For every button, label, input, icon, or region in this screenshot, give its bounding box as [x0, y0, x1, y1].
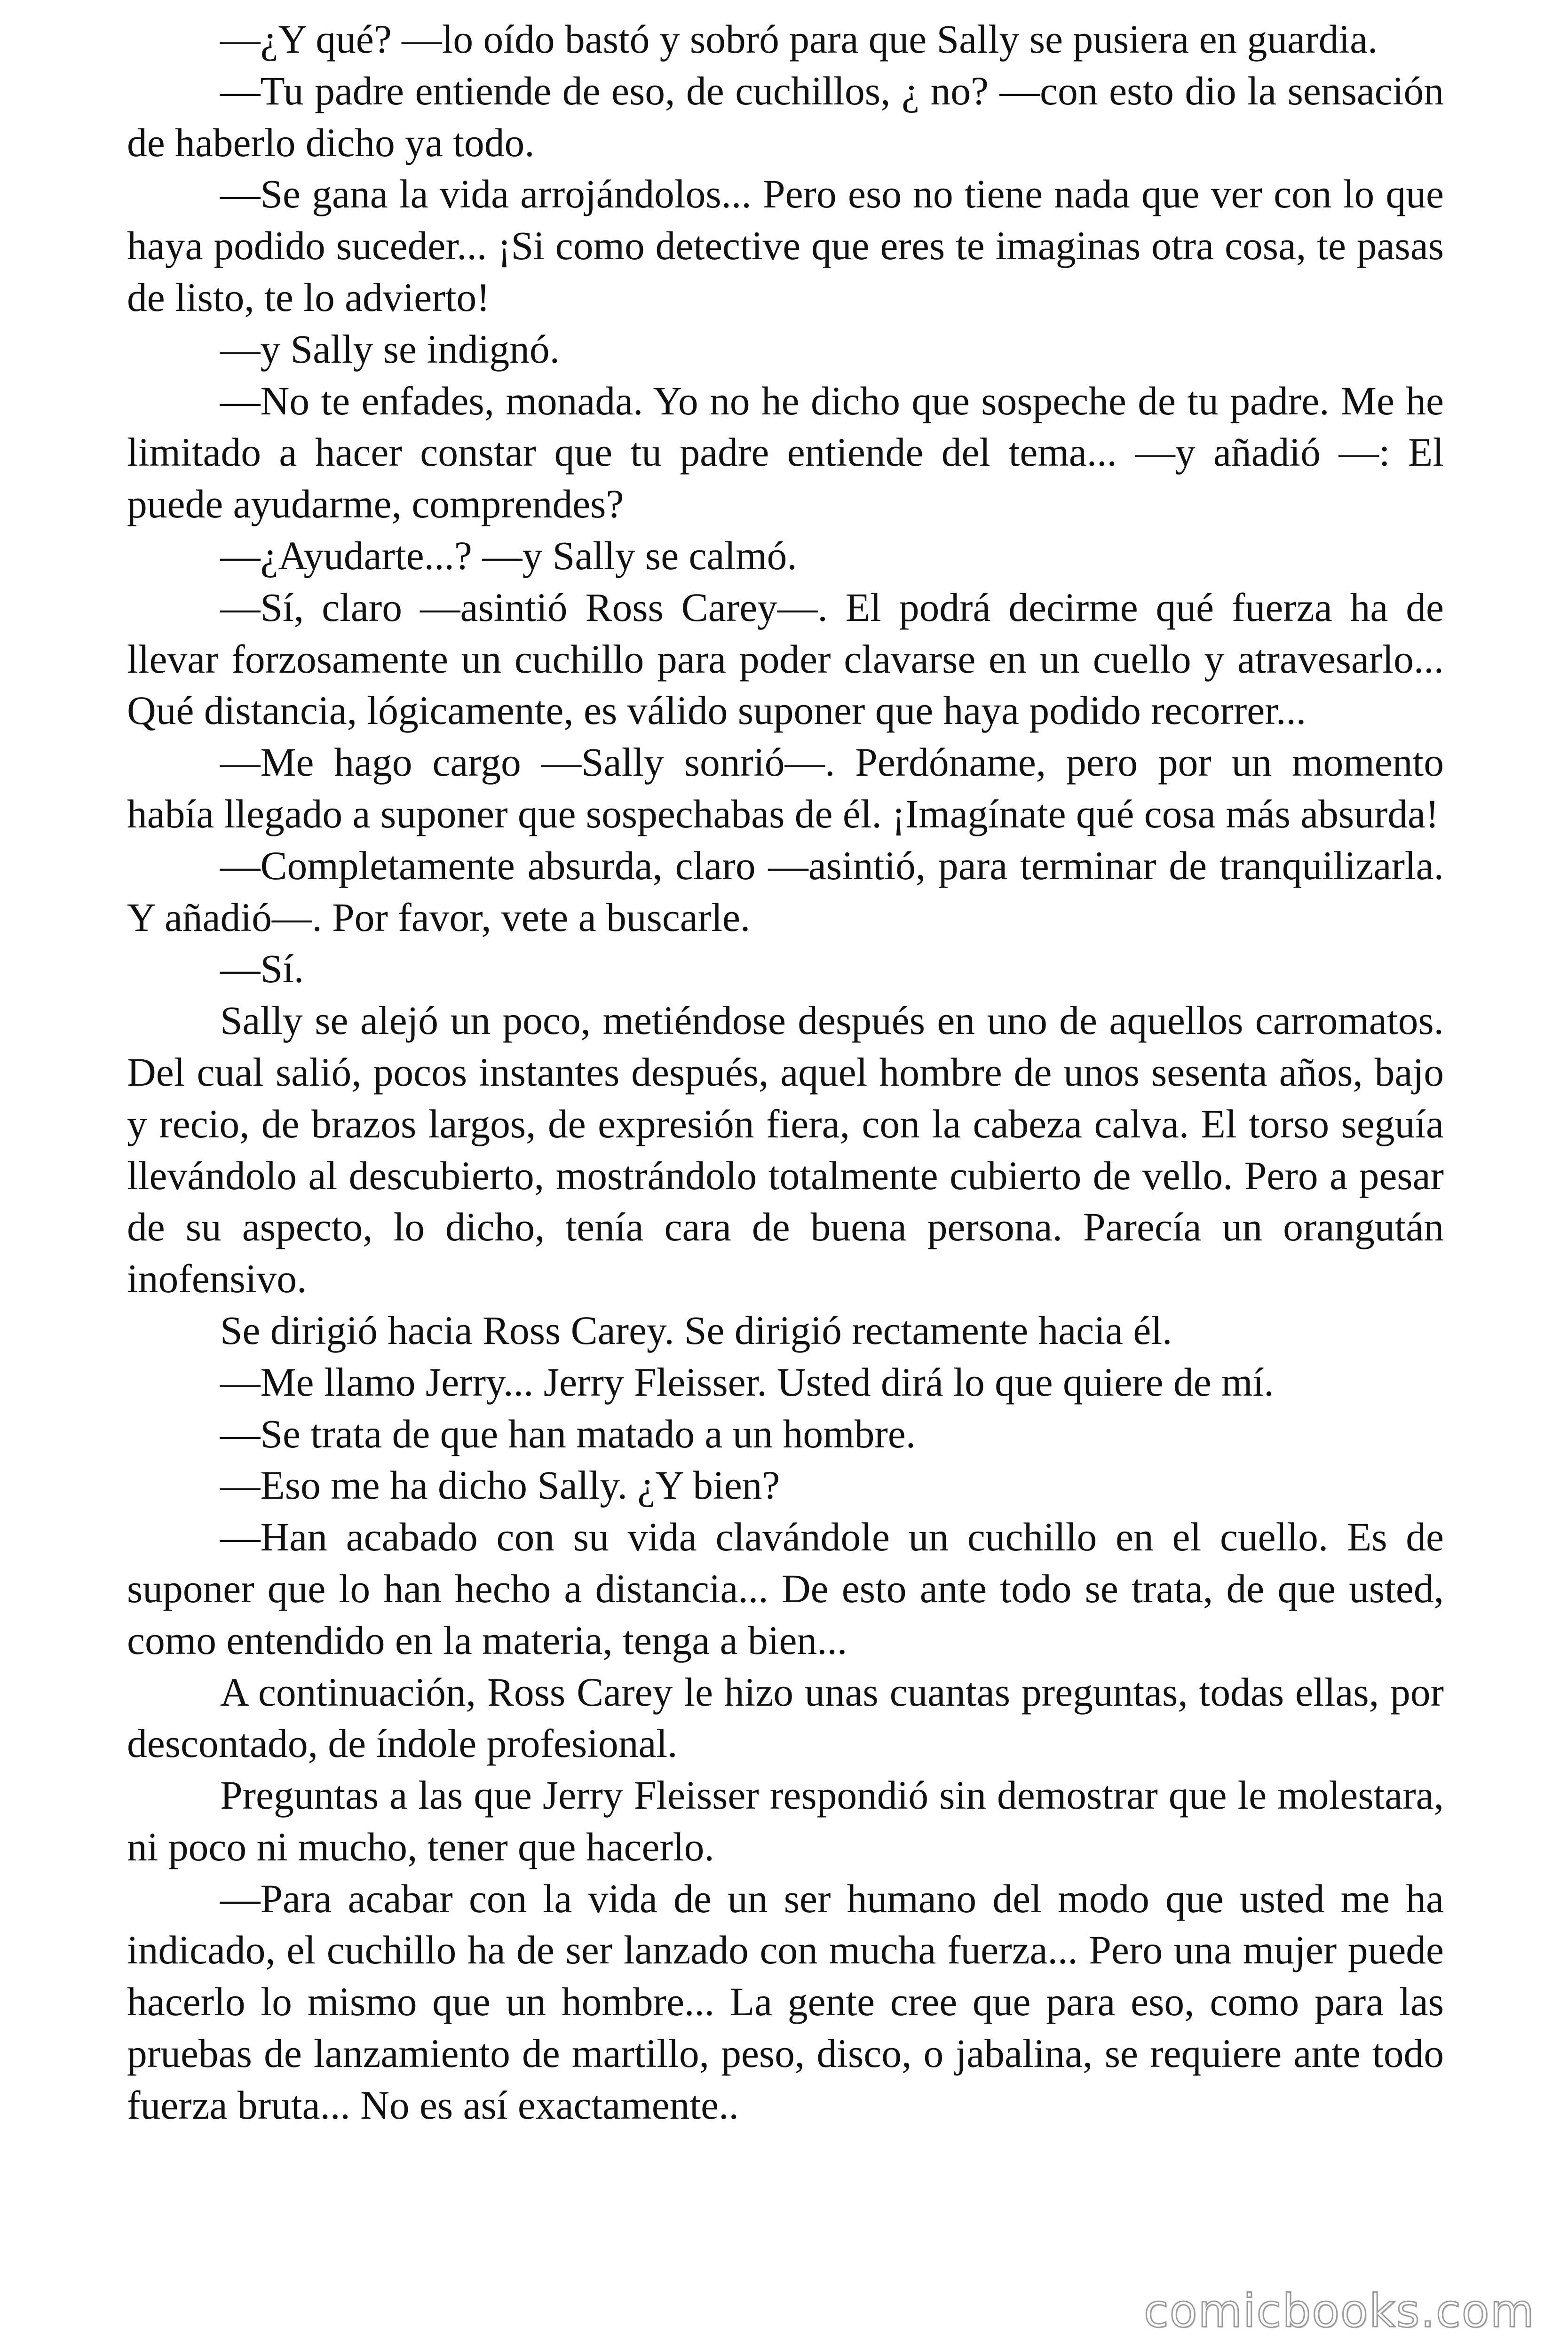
- paragraph: —Tu padre entiende de eso, de cuchillos, ¿ no? —con esto dio la sensación de haberlo dicho ya todo.: [127, 69, 1444, 165]
- paragraph: —Para acabar con la vida de un ser humano del modo que usted me ha indicado, el cuchillo ha de ser lanzado con mucha fuerza... Pero una mujer puede hacerlo lo mismo que un hombre... La gente cree que para eso, como para las pruebas de lanzamiento de martillo, peso, disco, o jabalina, se requiere ante todo fuerza bruta... No es así exactamente..: [127, 1876, 1444, 2128]
- watermark: comicbooks.com: [1143, 2285, 1535, 2337]
- book-page: [127, 14, 1444, 2132]
- paragraph: —Sí.: [220, 947, 304, 992]
- paragraph: —y Sally se indignó.: [220, 327, 560, 372]
- paragraph: —Completamente absurda, claro —asintió, para terminar de tranquilizarla. Y añadió—. Por favor, vete a buscarle.: [127, 843, 1444, 940]
- paragraph: —Se gana la vida arrojándolos... Pero eso no tiene nada que ver con lo que haya podido suceder... ¡Si como detective que eres te imaginas otra cosa, te pasas de listo, te lo advierto!: [127, 172, 1444, 320]
- paragraph: —No te enfades, monada. Yo no he dicho que sospeche de tu padre. Me he limitado a hacer constar que tu padre entiende del tema... —y añadió —: El puede ayudarme, comprendes?: [127, 379, 1444, 527]
- paragraph: —¿Ayudarte...? —y Sally se calmó.: [220, 533, 797, 578]
- paragraph: —¿Y qué? —lo oído bastó y sobró para que Sally se pusiera en guardia.: [220, 17, 1378, 62]
- paragraph: A continuación, Ross Carey le hizo unas cuantas preguntas, todas ellas, por descontado, de índole profesional.: [127, 1670, 1444, 1766]
- paragraph: Preguntas a las que Jerry Fleisser respondió sin demostrar que le molestara, ni poco ni mucho, tener que hacerlo.: [127, 1773, 1444, 1869]
- paragraph: —Eso me ha dicho Sally. ¿Y bien?: [220, 1463, 780, 1508]
- paragraph: Se dirigió hacia Ross Carey. Se dirigió rectamente hacia él.: [220, 1308, 1172, 1353]
- paragraph: Sally se alejó un poco, metiéndose después en uno de aquellos carromatos. Del cual salió, pocos instantes después, aquel hombre de unos sesenta años, bajo y recio, de brazos largos, de expresión fiera, con la cabeza calva. El torso seguía llevándolo al descubierto, mostrándolo totalmente cubierto de vello. Pero a pesar de su aspecto, lo dicho, tenía cara de buena persona. Parecía un orangután inofensivo.: [127, 999, 1444, 1302]
- paragraph: —Sí, claro —asintió Ross Carey—. El podrá decirme qué fuerza ha de llevar forzosamente un cuchillo para poder clavarse en un cuello y atravesarlo... Qué distancia, lógicamente, es válido suponer que haya podido recorrer...: [127, 585, 1444, 733]
- paragraph: —Me hago cargo —Sally sonrió—. Perdóname, pero por un momento había llegado a suponer que sospechabas de él. ¡Imagínate qué cosa más absurda!: [127, 740, 1444, 836]
- paragraph: —Me llamo Jerry... Jerry Fleisser. Usted dirá lo que quiere de mí.: [220, 1360, 1274, 1405]
- paragraph: —Han acabado con su vida clavándole un cuchillo en el cuello. Es de suponer que lo han hecho a distancia... De esto ante todo se trata, de que usted, como entendido en la materia, tenga a bien...: [127, 1515, 1444, 1663]
- paragraph: —Se trata de que han matado a un hombre.: [220, 1412, 916, 1456]
